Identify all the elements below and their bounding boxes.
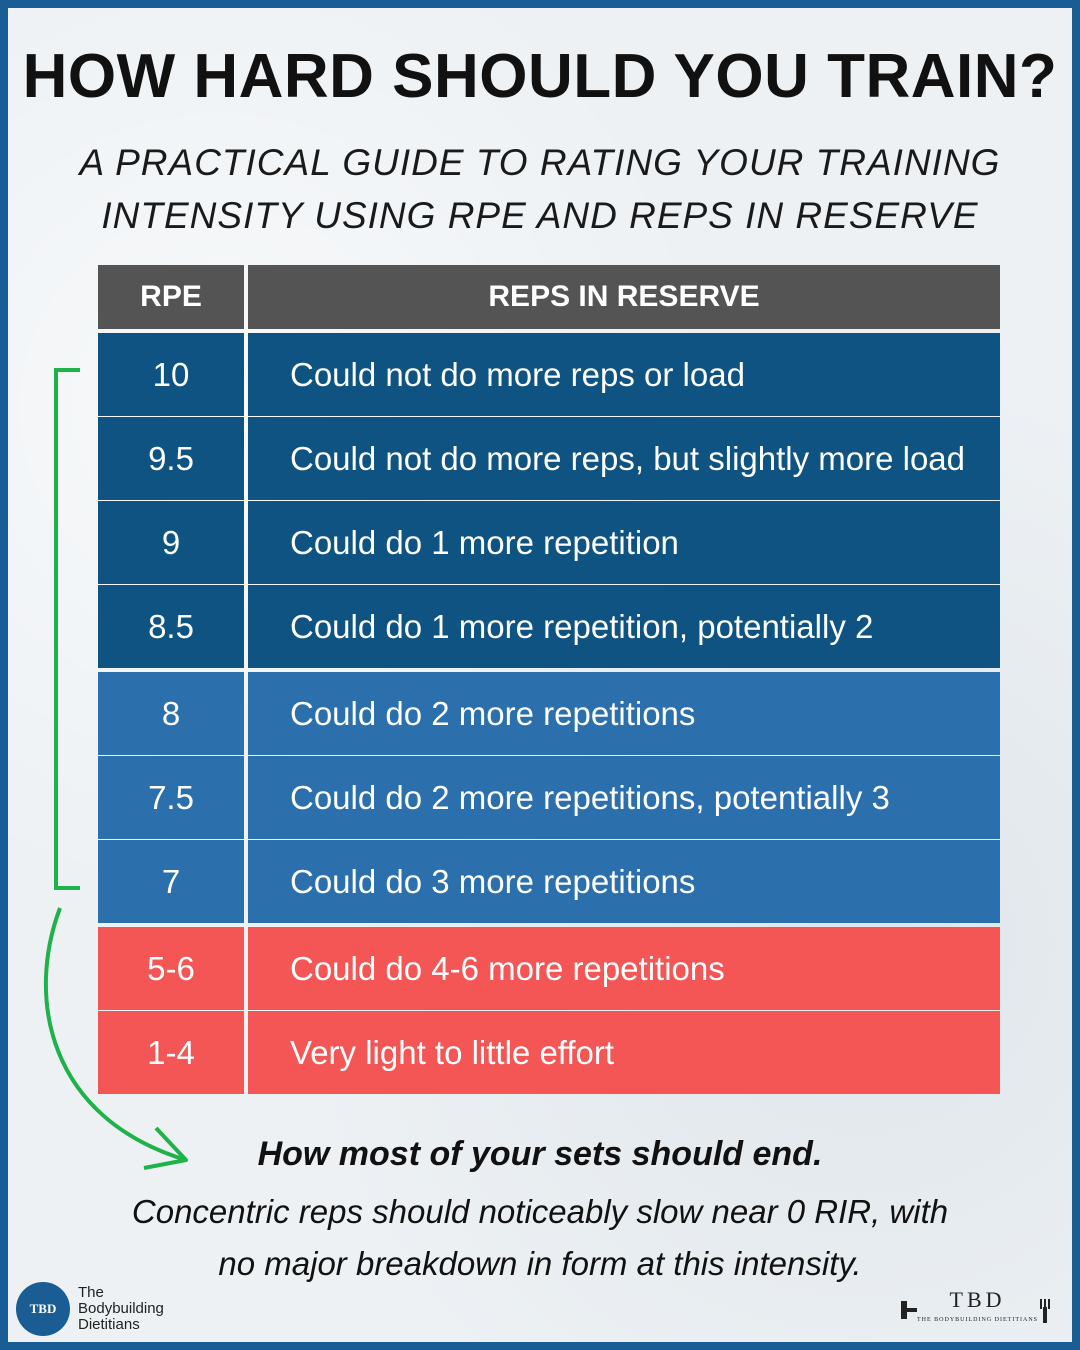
- rpe-value: 7.5: [98, 756, 244, 839]
- footer-headline: How most of your sets should end.: [257, 1135, 823, 1173]
- rir-description: Could do 2 more repetitions: [248, 672, 1000, 755]
- curved-arrow-icon: [46, 908, 186, 1160]
- footer-line-1: Concentric reps should noticeably slow near 0 RIR, with: [131, 1193, 949, 1230]
- rir-description: Could do 2 more repetitions, potentially 3: [248, 756, 1000, 839]
- brand-line-2: Bodybuilding: [78, 1300, 164, 1317]
- dumbbell-icon: [899, 1295, 917, 1325]
- footer-description: [8, 1186, 1072, 1290]
- rir-description: Very light to little effort: [248, 1011, 1000, 1094]
- tbd-wordmark: [917, 1287, 1038, 1330]
- tbd-badge-icon: TBD: [16, 1282, 70, 1336]
- subtitle-line-1: A PRACTICAL GUIDE TO RATING YOUR TRAINING: [79, 142, 1001, 183]
- bracket-icon: [56, 370, 80, 888]
- rir-description: Could do 1 more repetition: [248, 501, 1000, 584]
- rir-description: Could do 4-6 more repetitions: [248, 927, 1000, 1010]
- header-rpe: RPE: [98, 265, 244, 329]
- rpe-value: 8.5: [98, 585, 244, 668]
- rir-description: Could do 1 more repetition, potentially 2: [248, 585, 1000, 668]
- infographic-frame: [8, 8, 1072, 1342]
- brand-logo-left: [16, 1282, 164, 1336]
- rir-description: Could not do more reps, but slightly more load: [248, 417, 1000, 500]
- fork-icon: [1038, 1295, 1052, 1325]
- page-title: HOW HARD SHOULD YOU TRAIN?: [22, 42, 1058, 111]
- rpe-value: 8: [98, 672, 244, 755]
- footer-line-2: no major breakdown in form at this intensity.: [218, 1245, 862, 1282]
- wordmark-main: TBD: [949, 1287, 1006, 1312]
- rir-description: Could do 3 more repetitions: [248, 840, 1000, 923]
- rpe-value: 7: [98, 840, 244, 923]
- rir-description: Could not do more reps or load: [248, 333, 1000, 416]
- brand-line-1: The: [78, 1284, 104, 1301]
- rpe-value: 9: [98, 501, 244, 584]
- header-reps-in-reserve: REPS IN RESERVE: [248, 265, 1000, 329]
- brand-line-3: Dietitians: [78, 1316, 140, 1333]
- rpe-value: 5-6: [98, 927, 244, 1010]
- rpe-value: 1-4: [98, 1011, 244, 1094]
- wordmark-sub: THE BODYBUILDING DIETITIANS: [917, 1317, 1038, 1323]
- brand-name: [78, 1285, 164, 1333]
- brand-logo-right: [899, 1287, 1052, 1330]
- rpe-value: 9.5: [98, 417, 244, 500]
- rpe-value: 10: [98, 333, 244, 416]
- subtitle-line-2: INTENSITY USING RPE AND REPS IN RESERVE: [101, 195, 979, 236]
